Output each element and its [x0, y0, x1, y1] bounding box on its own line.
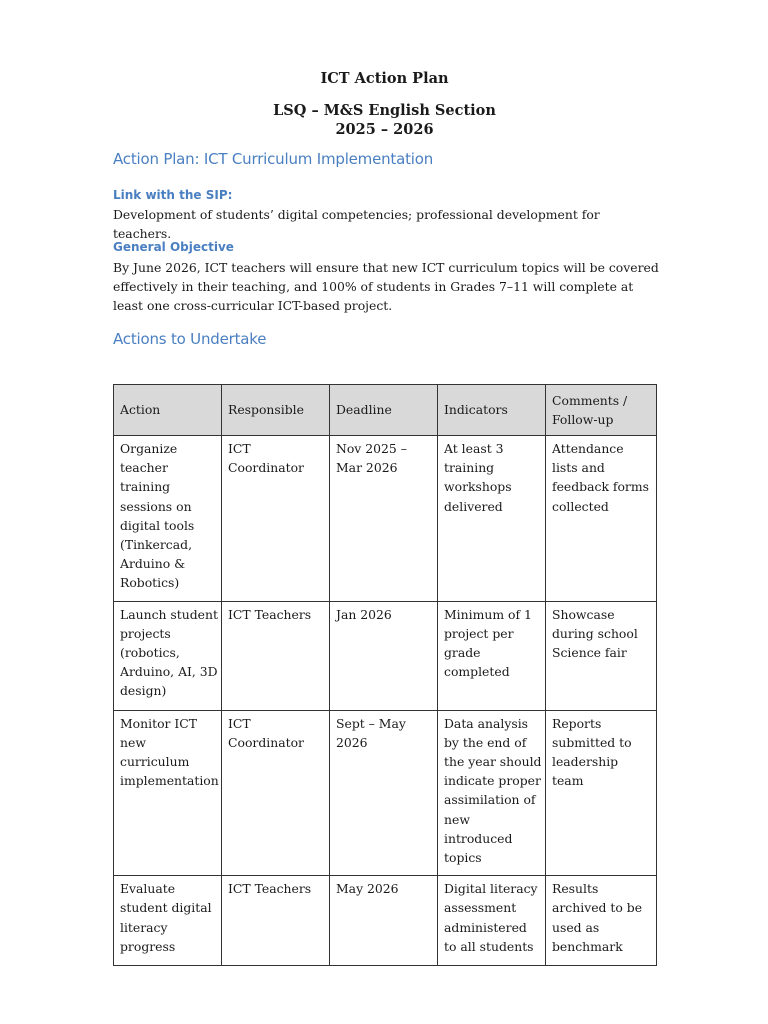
cell-indicators: At least 3 training workshops delivered	[438, 436, 546, 602]
actions-heading: Actions to Undertake	[113, 330, 267, 348]
cell-responsible: ICT Teachers	[222, 601, 330, 710]
subtitle-year: 2025 – 2026	[335, 121, 434, 138]
cell-action: Evaluate student digital literacy progress	[114, 876, 222, 966]
subtitle-section: LSQ – M&S English Section	[273, 102, 496, 119]
cell-deadline: Sept – May 2026	[330, 710, 438, 876]
objective-heading: General Objective	[113, 240, 234, 254]
table-row	[114, 876, 657, 966]
cell-responsible: ICT Coordinator	[222, 436, 330, 602]
header-responsible: Responsible	[222, 385, 330, 436]
table-row	[114, 436, 657, 602]
section-heading: Action Plan: ICT Curriculum Implementation	[113, 150, 434, 168]
table-header-row	[114, 385, 657, 436]
cell-comments: Results archived to be used as benchmark	[546, 876, 657, 966]
cell-comments: Attendance lists and feedback forms collected	[546, 436, 657, 602]
document-title: ICT Action Plan	[320, 70, 449, 87]
header-indicators: Indicators	[438, 385, 546, 436]
cell-action: Monitor ICT new curriculum implementation	[114, 710, 222, 876]
table-row	[114, 601, 657, 710]
cell-indicators: Digital literacy assessment administered to all students	[438, 876, 546, 966]
cell-indicators: Minimum of 1 project per grade completed	[438, 601, 546, 710]
objective-text: By June 2026, ICT teachers will ensure that new ICT curriculum topics will be covered effectively in their teaching, and 100% of students in Grades 7–11 will complete at least one cross-curricular ICT-based project.	[113, 260, 659, 314]
cell-comments: Reports submitted to leadership team	[546, 710, 657, 876]
cell-comments: Showcase during school Science fair	[546, 601, 657, 710]
header-comments: Comments / Follow-up	[546, 385, 657, 436]
cell-responsible: ICT Teachers	[222, 876, 330, 966]
cell-indicators: Data analysis by the end of the year should indicate proper assimilation of new introduced topics	[438, 710, 546, 876]
table-row	[114, 710, 657, 876]
sip-text: Development of students’ digital competencies; professional development for teachers.	[113, 207, 600, 242]
actions-table	[113, 384, 657, 966]
header-deadline: Deadline	[330, 385, 438, 436]
cell-responsible: ICT Coordinator	[222, 710, 330, 876]
cell-deadline: Jan 2026	[330, 601, 438, 710]
cell-deadline: May 2026	[330, 876, 438, 966]
header-action: Action	[114, 385, 222, 436]
document-subtitle	[113, 101, 656, 139]
cell-deadline: Nov 2025 – Mar 2026	[330, 436, 438, 602]
cell-action: Organize teacher training sessions on digital tools (Tinkercad, Arduino & Robotics)	[114, 436, 222, 602]
cell-action: Launch student projects (robotics, Arduino, AI, 3D design)	[114, 601, 222, 710]
sip-heading: Link with the SIP:	[113, 188, 233, 202]
